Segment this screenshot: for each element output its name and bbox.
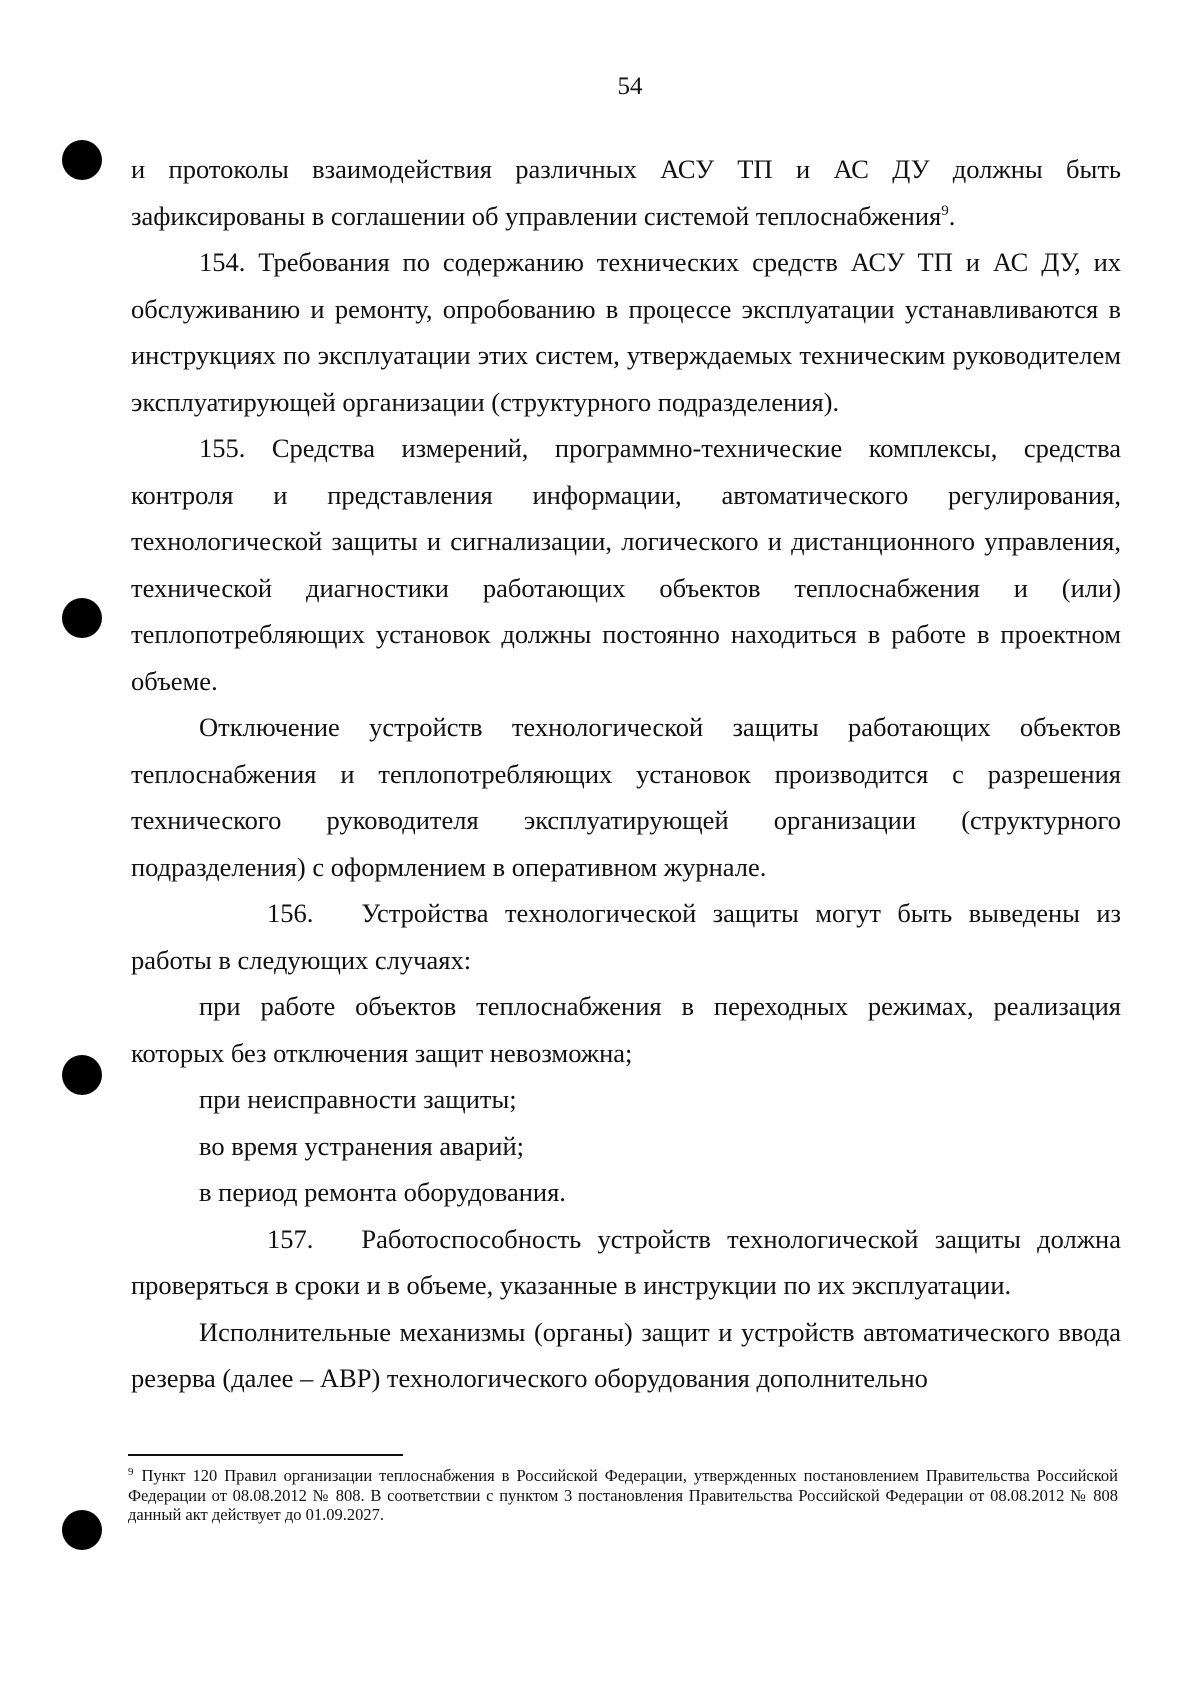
paragraph-actuators: Исполнительные механизмы (органы) защит и устройств автоматического ввода резерва (далее – АВР) технологического оборудования дополнительно [131,1316,1121,1393]
footnote-separator [128,1454,403,1456]
paragraph-continuation [131,146,1121,239]
footnote-mark: 9 [128,1465,134,1478]
punch-hole-mark [62,1055,102,1095]
document-body [131,146,1121,1402]
punch-hole-mark [62,140,102,180]
paragraph-text: Работоспособность устройств технологической защиты должна проверяться в сроки и в объеме, указанные в инструкции по их эксплуатации. [131,1223,1121,1300]
paragraph-155: 155. Средства измерений, программно-технические комплексы, средства контроля и представления информации, автоматического регулирования, технологической защиты и сигнализации, логического и дистанционного управления, технической диагностики работающих объектов теплоснабжения и (или) теплопотребляющих установок должны постоянно находиться в работе в проектном объеме. [131,433,1121,696]
paragraph-number: 157. [267,1223,314,1254]
paragraph-text: . [948,200,956,231]
paragraph-156 [131,890,1121,983]
page-number: 54 [617,73,643,100]
paragraph-disable-protection: Отключение устройств технологической защиты работающих объектов теплоснабжения и теплопотребляющих установок производится с разрешения технического руководителя эксплуатирующей организации (структурного подразделения) с оформлением в оперативном журнале. [131,712,1121,882]
footnote-text: Пункт 120 Правил организации теплоснабжения в Российской Федерации, утвержденных постановлением Правительства Российской Федерации от 08.08.2012 № 808. В соответствии с пунктом 3 постановления Правительства Российской Федерации от 08.08.2012 № 808 данный акт действует до 01.09.2027. [128,1466,1118,1524]
list-item: при неисправности защиты; [199,1084,517,1114]
paragraph-number: 156. [267,898,314,928]
footnote-reference[interactable]: 9 [941,202,949,219]
paragraph-157 [131,1216,1121,1309]
paragraph-text: и протоколы взаимодействия различных АСУ ТП и АС ДУ должны быть зафиксированы в соглашении об управлении системой теплоснабжения [131,154,1121,231]
punch-hole-mark [62,1510,102,1550]
punch-hole-mark [62,598,102,638]
list-item: при работе объектов теплоснабжения в переходных режимах, реализация которых без отключения защит невозможна; [131,991,1121,1068]
list-item: в период ремонта оборудования. [199,1177,566,1207]
paragraph-154: 154. Требования по содержанию технических средств АСУ ТП и АС ДУ, их обслуживанию и ремонту, опробованию в процессе эксплуатации устанавливаются в инструкциях по эксплуатации этих систем, утверждаемых техническим руководителем эксплуатирующей организации (структурного подразделения). [131,247,1121,417]
footnote [128,1466,1118,1525]
list-item: во время устранения аварий; [199,1130,525,1161]
paragraph-text: Устройства технологической защиты могут быть выведены из работы в следующих случаях: [131,898,1121,975]
